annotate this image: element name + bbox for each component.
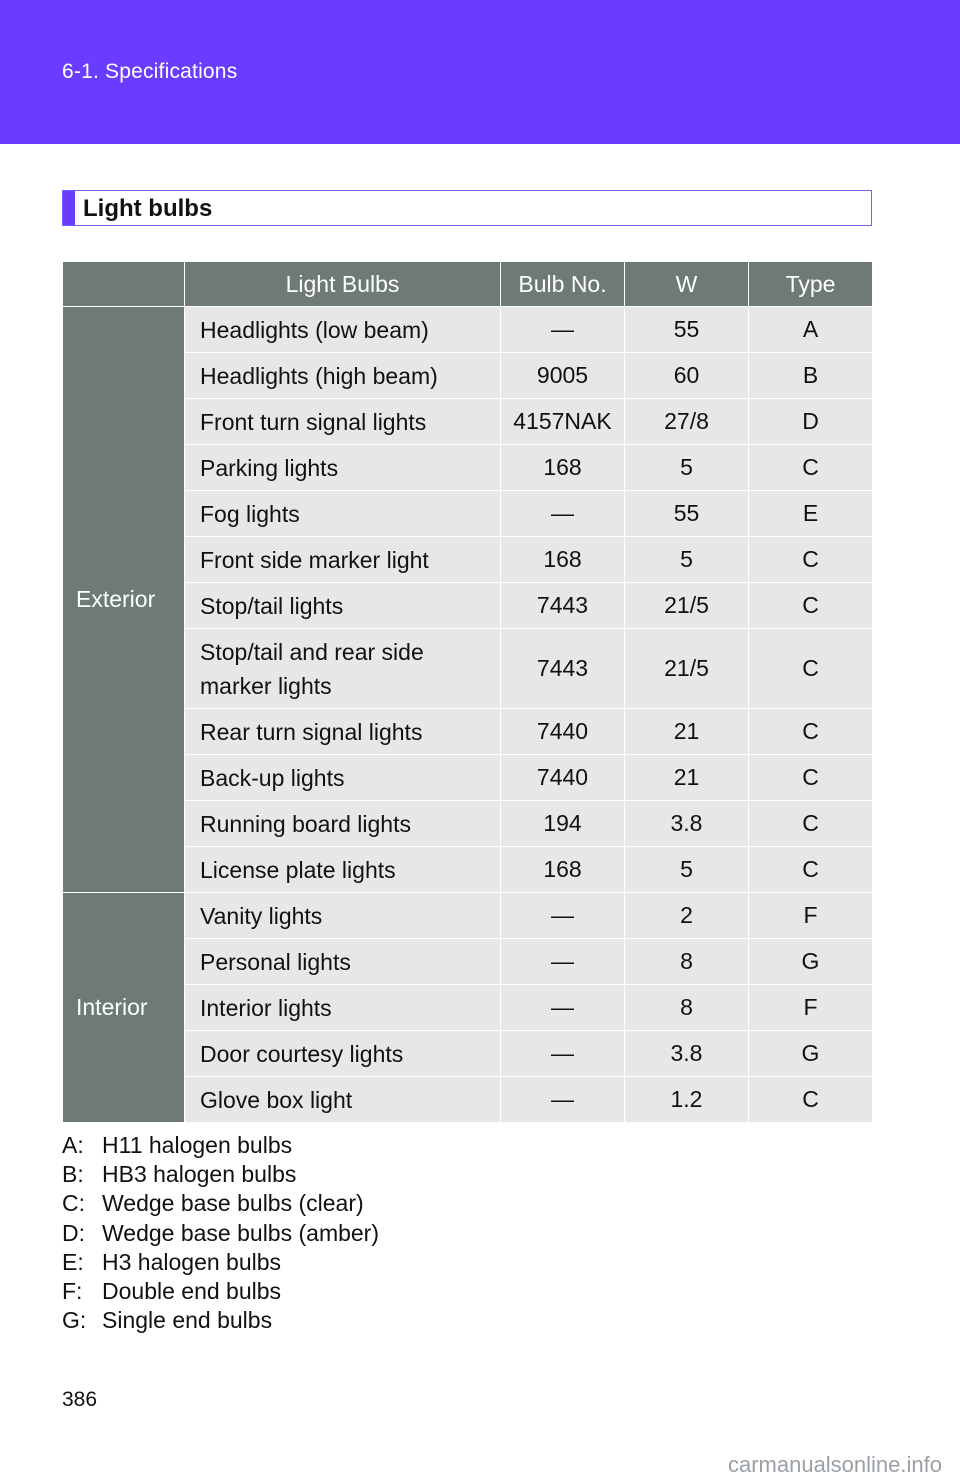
bulb-name: Stop/tail lights [185, 583, 501, 629]
bulb-number: 168 [501, 445, 625, 491]
table-row [63, 307, 873, 353]
legend-text: Wedge base bulbs (amber) [102, 1219, 379, 1246]
bulb-type: E [749, 491, 873, 537]
table-row [63, 445, 873, 491]
legend-item [62, 1160, 379, 1189]
bulb-wattage: 8 [625, 939, 749, 985]
bulb-name: License plate lights [185, 847, 501, 893]
legend-key: F: [62, 1277, 83, 1304]
bulb-number: — [501, 491, 625, 537]
bulb-wattage: 3.8 [625, 801, 749, 847]
legend-item [62, 1189, 379, 1218]
table-row [63, 1031, 873, 1077]
table-body [63, 307, 873, 1123]
legend-text: Single end bulbs [102, 1307, 273, 1334]
bulb-name: Vanity lights [185, 893, 501, 939]
table-row [63, 1077, 873, 1123]
bulb-type: C [749, 537, 873, 583]
bulb-wattage: 55 [625, 491, 749, 537]
page-number: 386 [62, 1388, 98, 1411]
section-breadcrumb: 6-1. Specifications [62, 60, 238, 83]
bulb-wattage: 3.8 [625, 1031, 749, 1077]
bulb-type: C [749, 629, 873, 709]
bulb-name: Parking lights [185, 445, 501, 491]
bulb-wattage: 60 [625, 353, 749, 399]
bulb-wattage: 8 [625, 985, 749, 1031]
bulb-name: Glove box light [185, 1077, 501, 1123]
bulb-type: B [749, 353, 873, 399]
bulb-number: — [501, 939, 625, 985]
legend-item [62, 1277, 379, 1306]
bulb-number: 168 [501, 847, 625, 893]
legend-text: Double end bulbs [102, 1277, 282, 1304]
bulb-name: Back-up lights [185, 755, 501, 801]
bulb-type: D [749, 399, 873, 445]
bulb-number: — [501, 1031, 625, 1077]
bulb-name: Front side marker light [185, 537, 501, 583]
bulb-name: Rear turn signal lights [185, 709, 501, 755]
legend-item [62, 1131, 379, 1160]
section-title: Light bulbs [83, 195, 213, 222]
bulb-name: Running board lights [185, 801, 501, 847]
bulb-number: — [501, 985, 625, 1031]
bulb-wattage: 21/5 [625, 629, 749, 709]
bulb-wattage: 2 [625, 893, 749, 939]
bulb-type: A [749, 307, 873, 353]
bulb-number: 194 [501, 801, 625, 847]
bulb-name: Personal lights [185, 939, 501, 985]
bulb-type: C [749, 709, 873, 755]
legend-key: C: [62, 1190, 85, 1217]
header-bulb-no: Bulb No. [501, 262, 625, 307]
table-row [63, 537, 873, 583]
header-light-bulbs: Light Bulbs [185, 262, 501, 307]
header-band [0, 0, 960, 144]
bulb-wattage: 21 [625, 709, 749, 755]
table-row [63, 399, 873, 445]
legend-text: Wedge base bulbs (clear) [102, 1190, 364, 1217]
group-label: Interior [63, 893, 185, 1123]
bulb-name: Door courtesy lights [185, 1031, 501, 1077]
bulb-number: — [501, 307, 625, 353]
bulb-wattage: 21/5 [625, 583, 749, 629]
bulb-name: Interior lights [185, 985, 501, 1031]
bulb-type: C [749, 801, 873, 847]
bulb-number: 9005 [501, 353, 625, 399]
legend-key: E: [62, 1248, 84, 1275]
bulb-number: — [501, 1077, 625, 1123]
bulb-name: Headlights (low beam) [185, 307, 501, 353]
bulb-wattage: 55 [625, 307, 749, 353]
bulb-type-legend [62, 1131, 379, 1335]
legend-key: D: [62, 1219, 85, 1246]
header-w: W [625, 262, 749, 307]
bulb-number: 7443 [501, 629, 625, 709]
bulb-wattage: 27/8 [625, 399, 749, 445]
table-row [63, 801, 873, 847]
bulb-type: C [749, 847, 873, 893]
bulb-type: C [749, 583, 873, 629]
section-title-box [62, 190, 872, 226]
bulb-number: — [501, 893, 625, 939]
table-row [63, 491, 873, 537]
bulb-type: C [749, 1077, 873, 1123]
table-row [63, 353, 873, 399]
bulb-number: 7443 [501, 583, 625, 629]
table-row [63, 755, 873, 801]
table-row [63, 985, 873, 1031]
bulb-wattage: 21 [625, 755, 749, 801]
bulb-name: Headlights (high beam) [185, 353, 501, 399]
bulb-type: F [749, 985, 873, 1031]
group-label: Exterior [63, 307, 185, 893]
bulb-type: G [749, 939, 873, 985]
legend-key: A: [62, 1132, 84, 1158]
bulb-type: C [749, 755, 873, 801]
legend-item [62, 1306, 379, 1335]
legend-text: HB3 halogen bulbs [102, 1161, 297, 1188]
legend-item [62, 1219, 379, 1248]
bulb-wattage: 1.2 [625, 1077, 749, 1123]
table-row [63, 583, 873, 629]
table-header-row [63, 262, 873, 307]
legend-text: H3 halogen bulbs [102, 1248, 282, 1275]
bulb-type: G [749, 1031, 873, 1077]
bulb-type: F [749, 893, 873, 939]
table-row [63, 939, 873, 985]
table-row [63, 893, 873, 939]
light-bulbs-table [62, 261, 873, 1123]
table-row [63, 847, 873, 893]
bulb-type: C [749, 445, 873, 491]
bulb-number: 7440 [501, 755, 625, 801]
bulb-number: 168 [501, 537, 625, 583]
table-row [63, 709, 873, 755]
bulb-number: 4157NAK [501, 399, 625, 445]
bulb-name: Stop/tail and rear side marker lights [185, 629, 501, 709]
bulb-wattage: 5 [625, 445, 749, 491]
bulb-wattage: 5 [625, 847, 749, 893]
bulb-name: Front turn signal lights [185, 399, 501, 445]
legend-text: H11 halogen bulbs [102, 1132, 293, 1158]
bulb-name: Fog lights [185, 491, 501, 537]
bulb-number: 7440 [501, 709, 625, 755]
table-row [63, 629, 873, 709]
legend-key: G: [62, 1307, 87, 1334]
header-type: Type [749, 262, 873, 307]
legend-key: B: [62, 1161, 84, 1188]
bulb-wattage: 5 [625, 537, 749, 583]
watermark: carmanualsonline.info [727, 1452, 942, 1477]
header-group [63, 262, 185, 307]
legend-item [62, 1248, 379, 1277]
section-title-accent [63, 191, 75, 225]
